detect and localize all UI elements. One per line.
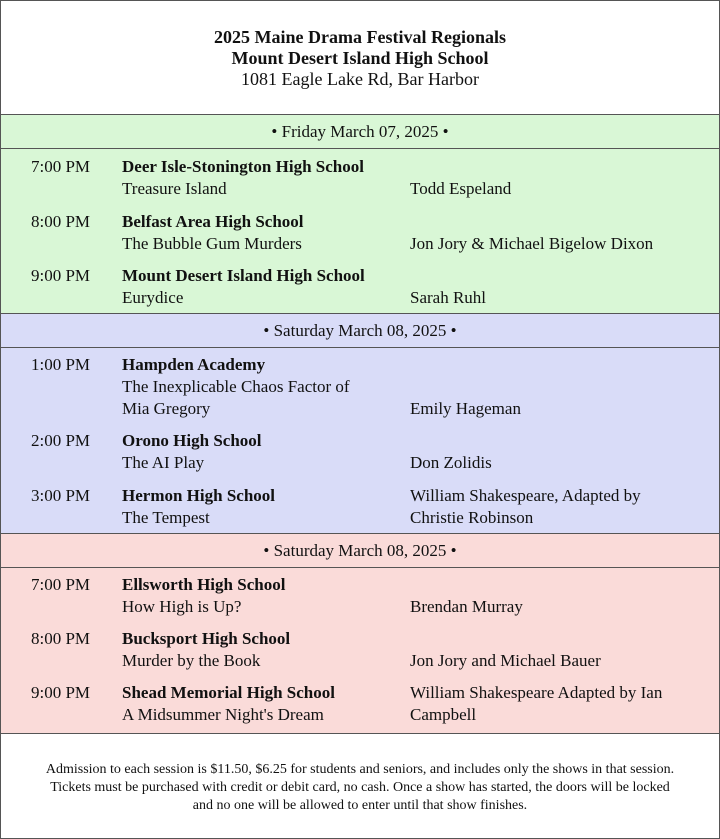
show-play: The Tempest bbox=[122, 508, 210, 527]
show-author: Jon Jory and Michael Bauer bbox=[410, 651, 601, 670]
show-author: Don Zolidis bbox=[410, 453, 492, 472]
show-play: The AI Play bbox=[122, 453, 205, 472]
show-time: 7:00 PM bbox=[31, 157, 91, 176]
session-friday bbox=[1, 149, 719, 314]
show-author: Jon Jory & Michael Bigelow Dixon bbox=[410, 234, 654, 253]
admission-note-line: and no one will be allowed to enter until that show finishes. bbox=[192, 798, 528, 813]
show-author-line2: Christie Robinson bbox=[410, 508, 534, 527]
show-school: Ellsworth High School bbox=[122, 575, 286, 594]
show-school: Shead Memorial High School bbox=[122, 683, 335, 702]
show-author: Todd Espeland bbox=[410, 179, 512, 198]
show-time: 9:00 PM bbox=[31, 266, 91, 285]
show-school: Mount Desert Island High School bbox=[122, 266, 365, 285]
show-play: A Midsummer Night's Dream bbox=[122, 705, 324, 724]
show-time: 1:00 PM bbox=[31, 355, 91, 374]
show-author-line2: Campbell bbox=[410, 705, 477, 724]
show-time: 2:00 PM bbox=[31, 431, 91, 450]
show-author: William Shakespeare, Adapted by bbox=[410, 486, 641, 505]
show-school: Bucksport High School bbox=[122, 629, 291, 648]
day-heading-saturday-evening: • Saturday March 08, 2025 • bbox=[1, 534, 719, 568]
admission-note bbox=[1, 737, 719, 815]
show-school: Hermon High School bbox=[122, 486, 276, 505]
show-author: Emily Hageman bbox=[410, 399, 521, 418]
show-time: 9:00 PM bbox=[31, 683, 91, 702]
show-play: Treasure Island bbox=[122, 179, 227, 198]
show-author: William Shakespeare Adapted by Ian bbox=[410, 683, 663, 702]
show-author: Brendan Murray bbox=[410, 597, 523, 616]
header bbox=[1, 1, 719, 115]
show-school: Belfast Area High School bbox=[122, 212, 304, 231]
festival-title: 2025 Maine Drama Festival Regionals bbox=[214, 27, 506, 47]
venue-address: 1081 Eagle Lake Rd, Bar Harbor bbox=[241, 69, 479, 89]
show-school: Hampden Academy bbox=[122, 355, 266, 374]
show-time: 8:00 PM bbox=[31, 629, 91, 648]
show-play: How High is Up? bbox=[122, 597, 242, 616]
day-heading-saturday-afternoon: • Saturday March 08, 2025 • bbox=[1, 314, 719, 348]
show-play: The Inexplicable Chaos Factor of bbox=[122, 377, 350, 396]
show-play: Murder by the Book bbox=[122, 651, 261, 670]
show-play-line2: Mia Gregory bbox=[122, 399, 211, 418]
show-time: 3:00 PM bbox=[31, 486, 91, 505]
admission-note-line: Admission to each session is $11.50, $6.25 for students and seniors, and includes only the shows in that session. bbox=[45, 762, 675, 777]
show-school: Orono High School bbox=[122, 431, 262, 450]
admission-note-line: Tickets must be purchased with credit or debit card, no cash. Once a show has started, the doors will be locked bbox=[50, 780, 670, 795]
show-play: Eurydice bbox=[122, 288, 184, 307]
session-saturday-evening bbox=[1, 568, 719, 734]
session-saturday-afternoon bbox=[1, 348, 719, 534]
show-time: 7:00 PM bbox=[31, 575, 91, 594]
show-author: Sarah Ruhl bbox=[410, 288, 487, 307]
day-heading-friday: • Friday March 07, 2025 • bbox=[1, 115, 719, 149]
venue-name: Mount Desert Island High School bbox=[231, 48, 489, 68]
show-school: Deer Isle-Stonington High School bbox=[122, 157, 364, 176]
show-play: The Bubble Gum Murders bbox=[122, 234, 302, 253]
show-time: 8:00 PM bbox=[31, 212, 91, 231]
